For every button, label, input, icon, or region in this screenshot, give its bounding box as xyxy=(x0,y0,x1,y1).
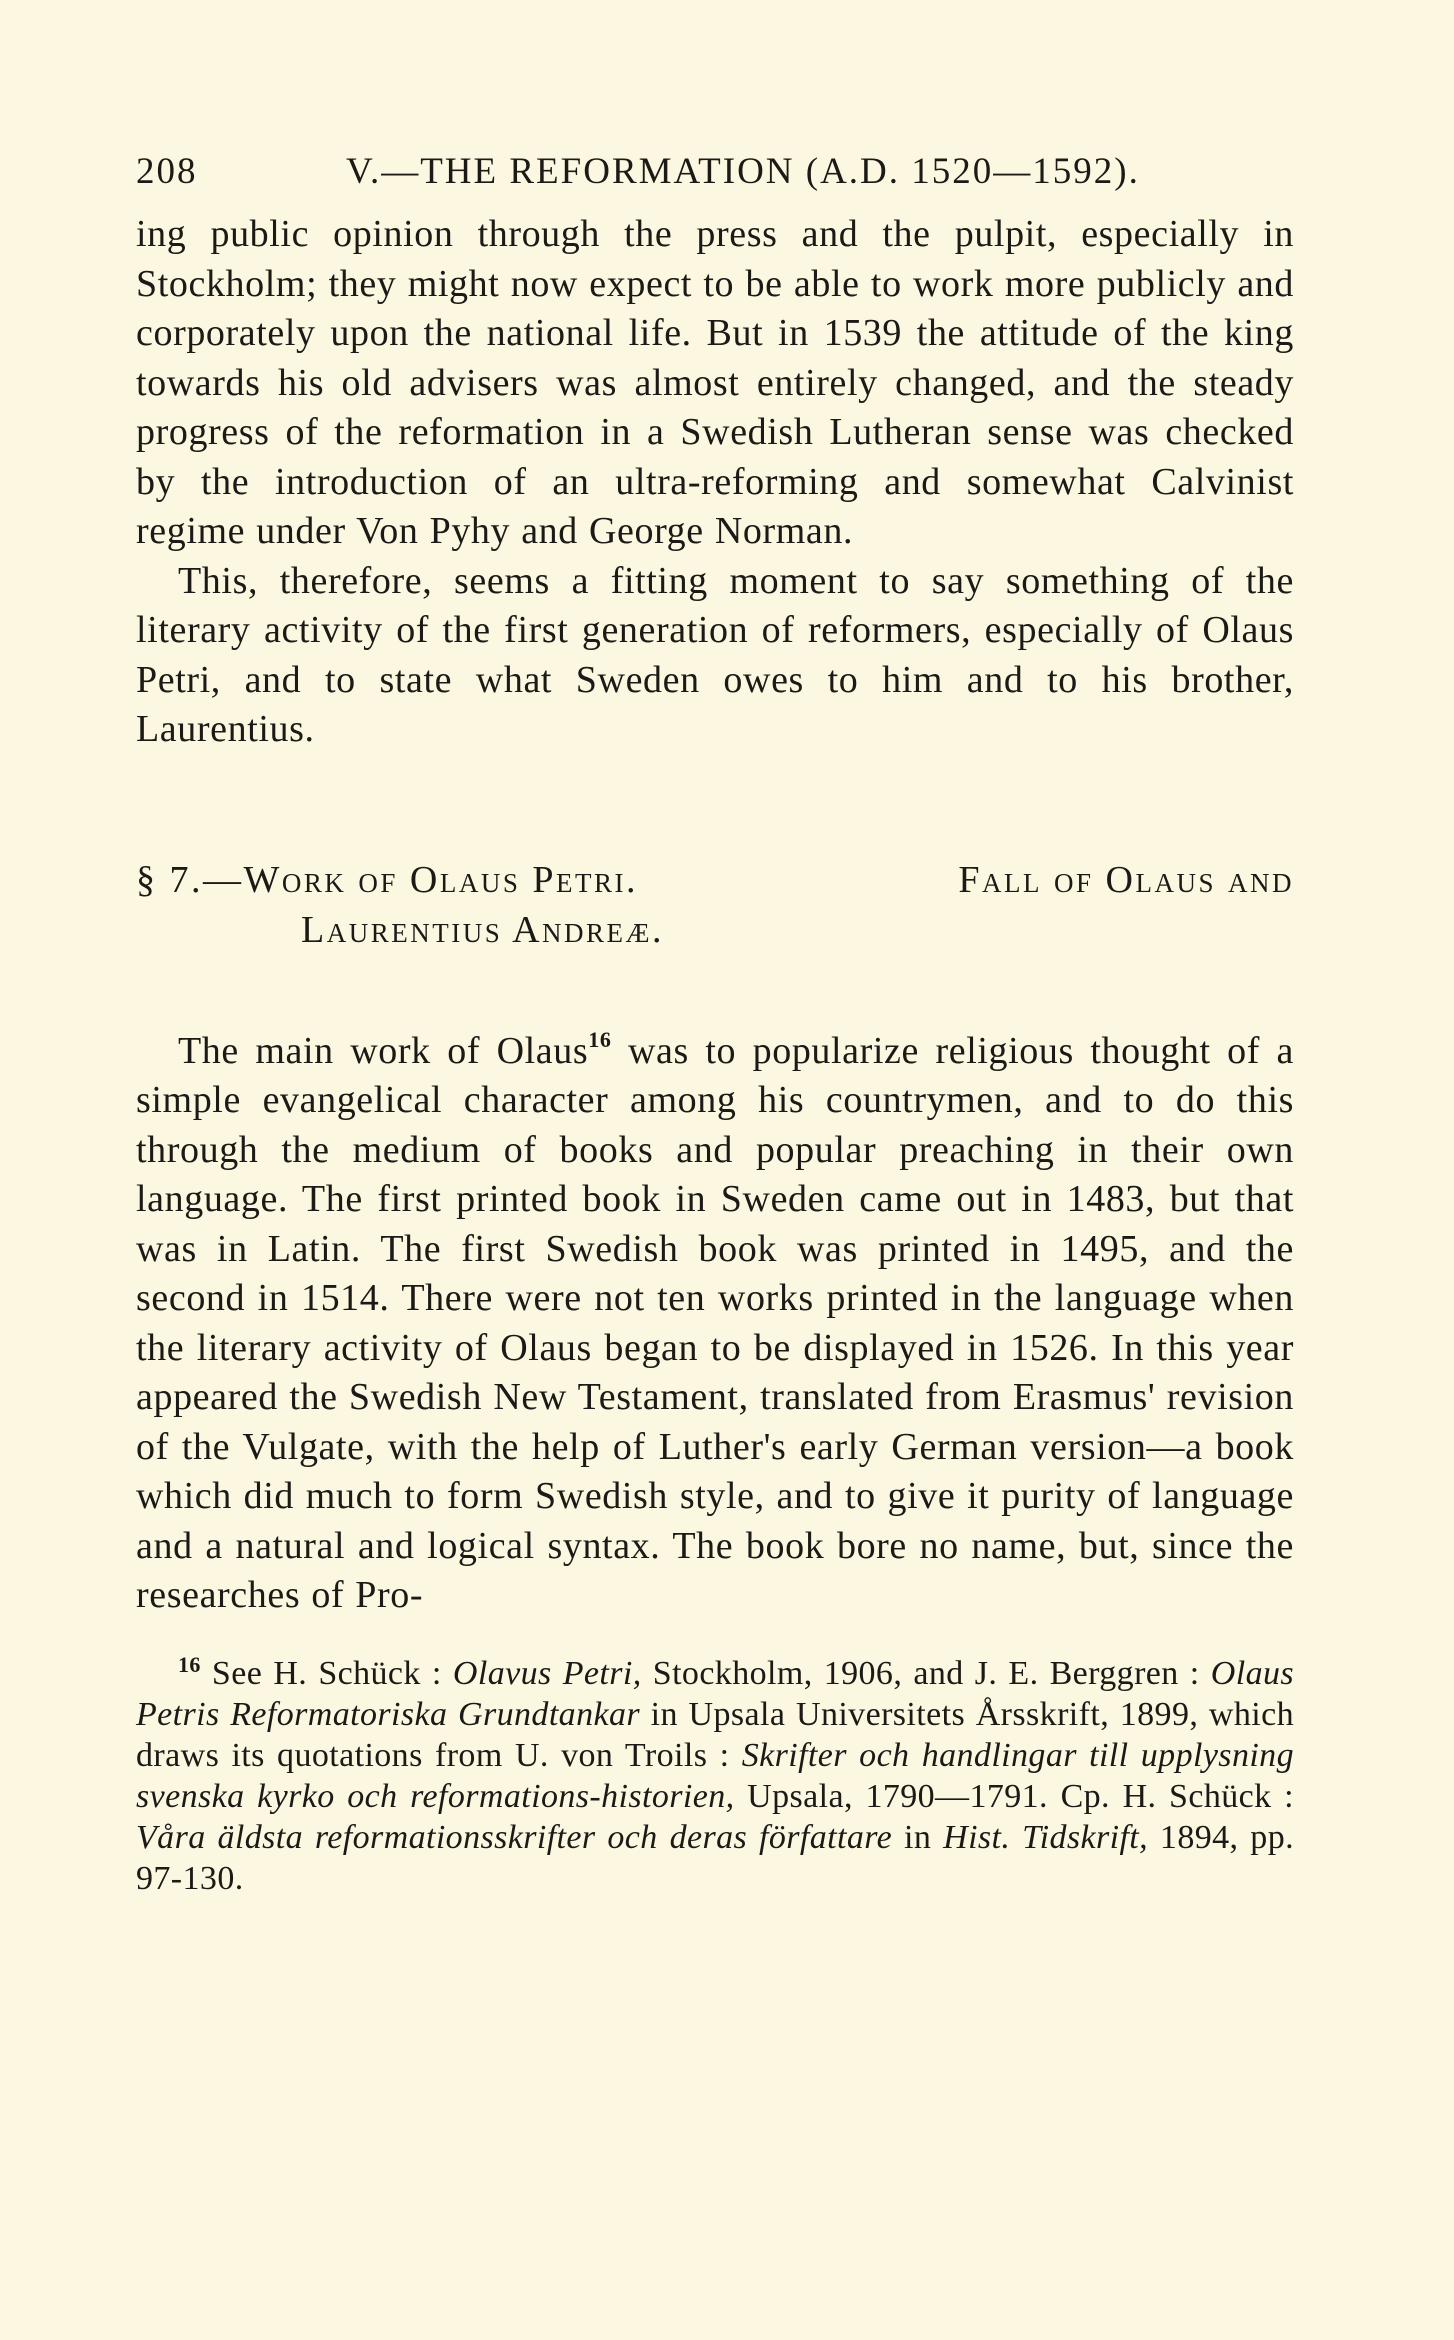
paragraph-continued: ing public opinion through the press and the pulpit, especially in Stockholm; they might now expect to be able to work more publicly and corporately upon the national life. But in 1539 the attitude of the king towards his old advisers was almost entirely changed, and the steady progress of the reformation in a Swedish Lutheran sense was checked by the introduction of an ultra-reforming and somewhat Calvinist regime under Von Pyhy and George Norman. xyxy=(136,213,1294,552)
section-title-part2: Fall of Olaus and xyxy=(958,858,1294,901)
section-title-part3: Laurentius Andreæ. xyxy=(301,908,665,951)
section-title-part1: Work of Olaus Petri. xyxy=(243,858,638,901)
footnote-number: 16 xyxy=(178,1651,201,1677)
section-number: § 7.— xyxy=(136,858,244,901)
footnote xyxy=(136,1653,1294,1899)
footnote-text: 1894, pp. 97-130. xyxy=(136,1818,1295,1897)
paragraph-main-work-rest: was to popularize religious thought of a simple evangelical character among his countrymen, and to do this through the medium of books and popular preaching in their own language. The first printed book in Sweden came out in 1483, but that was in Latin. The first Swedish book was printed in 1495, and the second in 1514. There were not ten works printed in the language when the literary activity of Olaus began to be displayed in 1526. In this year appeared the Swedish New Testament, translated from Erasmus' revision of the Vulgate, with the help of Luther's early German version—a book which did much to form Swedish style, and to give it purity of language and a natural and logical syntax. The book bore no name, but, since the researches of Pro- xyxy=(136,1029,1294,1616)
footnote-italic-title: Våra äldsta reformationsskrifter och deras författare xyxy=(136,1818,893,1856)
footnote-text: in Upsala Universitets Årsskrift, 1899, which draws its quotations from U. von Troils : xyxy=(136,1695,1294,1774)
book-page xyxy=(136,150,1294,1899)
footnote-italic-title: Olaus Petris Reformatoriska Grundtankar xyxy=(136,1654,1294,1733)
footnote-text: in xyxy=(892,1818,944,1856)
footnote-italic-title: Olavus Petri, xyxy=(452,1654,642,1692)
paragraph-literary-activity: This, therefore, seems a fitting moment to say something of the literary activity of the first generation of reformers, especially of Olaus Petri, and to state what Sweden owes to him and to his brother, Laurentius. xyxy=(136,559,1294,750)
running-title: V.—THE REFORMATION (A.D. 1520—1592). xyxy=(346,151,1140,192)
footnote-text: Stockholm, 1906, and J. E. Berggren : xyxy=(641,1654,1211,1692)
running-head xyxy=(136,150,1294,198)
page-number: 208 xyxy=(136,151,198,192)
paragraph-main-work-start: The main work of Olaus xyxy=(178,1029,589,1072)
footnote-text: See H. Schück : xyxy=(200,1654,453,1692)
footnote-italic-title: Skrifter och handlingar till upplysning svenska kyrko och reformations-historien, xyxy=(136,1736,1294,1815)
footnote-text: Upsala, 1790—1791. Cp. H. Schück : xyxy=(734,1777,1294,1815)
section-heading xyxy=(136,855,1294,955)
paragraph-main-work xyxy=(136,1027,1294,1621)
footnote-reference[interactable]: 16 xyxy=(588,1026,612,1052)
footnote-italic-title: Hist. Tidskrift, xyxy=(943,1818,1149,1856)
